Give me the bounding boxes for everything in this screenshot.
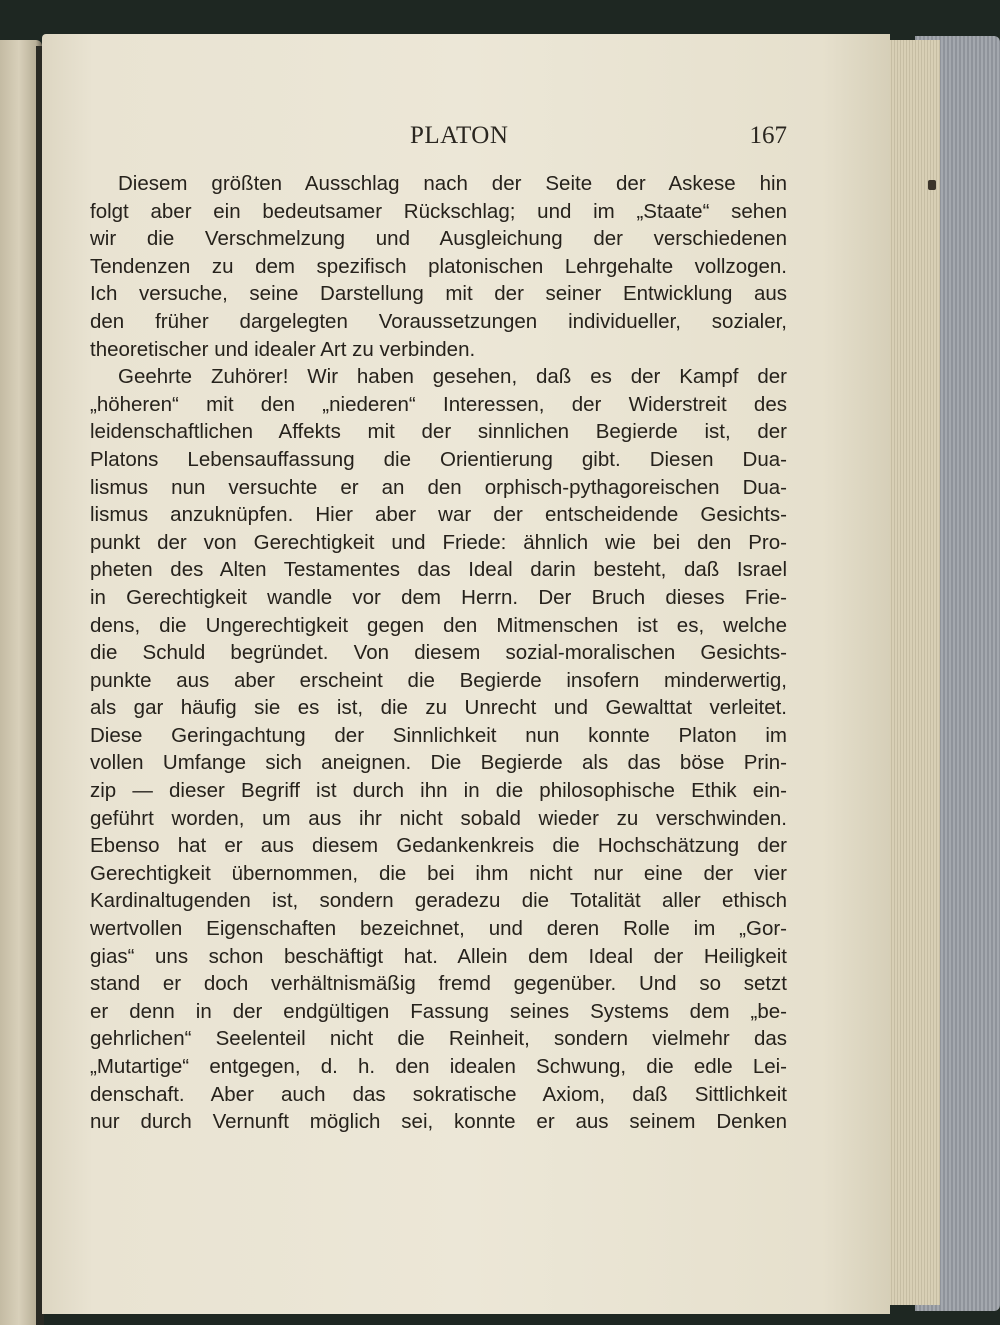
text-line: die Schuld begründet. Von diesem sozial-moralischen Gesichts- [90,641,787,665]
text-line: Ich versuche, seine Darstellung mit der seiner Entwicklung aus [90,282,787,306]
text-line: pheten des Alten Testamentes das Ideal darin besteht, daß Israel [90,558,787,582]
text-line: punkt der von Gerechtigkeit und Friede: ähnlich wie bei den Pro- [90,530,787,554]
text-line: den früher dargelegten Voraussetzungen individueller, sozialer, [90,309,787,333]
running-header [90,122,787,162]
text-line: „höheren“ mit den „niederen“ Interessen, der Widerstreit des [90,392,787,416]
text-line: in Gerechtigkeit wandle vor dem Herrn. Der Bruch dieses Frie- [90,585,787,609]
text-line: leidenschaftlichen Affekts mit der sinnlichen Begierde ist, der [90,420,787,444]
paper-speck [928,180,936,190]
book-page [42,34,890,1314]
text-line: Platons Lebensauffassung die Orientierung gibt. Diesen Dua- [90,447,787,471]
text-line: er denn in der endgültigen Fassung seines Systems dem „be- [90,999,787,1023]
text-line: punkte aus aber erscheint die Begierde insofern minderwertig, [90,668,787,692]
text-line: Geehrte Zuhörer! Wir haben gesehen, daß es der Kampf der [118,365,787,389]
text-line: Diese Geringachtung der Sinnlichkeit nun konnte Platon im [90,723,787,747]
text-line: geführt worden, um aus ihr nicht sobald wieder zu verschwinden. [90,806,787,830]
text-line: denschaft. Aber auch das sokratische Axiom, daß Sittlichkeit [90,1082,787,1106]
text-line: Diesem größten Ausschlag nach der Seite der Askese hin [118,172,787,195]
text-line: als gar häufig sie es ist, die zu Unrecht und Gewalttat verleitet. [90,696,787,720]
text-line: lismus nun versuchte er an den orphisch-pythagoreischen Dua- [90,475,787,499]
text-line: nur durch Vernunft möglich sei, konnte er aus seinem Denken [90,1110,787,1134]
text-line: Gerechtigkeit übernommen, die bei ihm nicht nur eine der vier [90,861,787,885]
text-line: wertvollen Eigenschaften bezeichnet, und deren Rolle im „Gor- [90,917,787,941]
text-line: Tendenzen zu dem spezifisch platonischen Lehrgehalte vollzogen. [90,254,787,278]
text-line: dens, die Ungerechtigkeit gegen den Mitmenschen ist es, welche [90,613,787,637]
text-line: Ebenso hat er aus diesem Gedankenkreis die Hochschätzung der [90,834,787,858]
text-line: Kardinaltugenden ist, sondern geradezu die Totalität aller ethisch [90,889,787,913]
running-title: PLATON [410,122,509,149]
body-text [90,170,787,1136]
text-line: gehrlichen“ Seelenteil nicht die Reinheit, sondern vielmehr das [90,1027,787,1051]
text-line: theoretischer und idealer Art zu verbinden. [90,337,476,361]
text-line: „Mutartige“ entgegen, d. h. den idealen Schwung, die edle Lei- [90,1055,787,1078]
text-line: lismus anzuknüpfen. Hier aber war der entscheidende Gesichts- [90,503,787,527]
text-line: gias“ uns schon beschäftigt hat. Allein dem Ideal der Heiligkeit [90,944,787,968]
text-line: vollen Umfange sich aneignen. Die Begierde als das böse Prin- [90,751,787,775]
text-line: wir die Verschmelzung und Ausgleichung der verschiedenen [90,227,787,251]
text-line: zip — dieser Begriff ist durch ihn in die philosophische Ethik ein- [90,779,787,803]
text-line: folgt aber ein bedeutsamer Rückschlag; und im „Staate“ sehen [90,199,787,223]
page-number: 167 [749,122,787,149]
text-line: stand er doch verhältnismäßig fremd gegenüber. Und so setzt [90,972,787,996]
